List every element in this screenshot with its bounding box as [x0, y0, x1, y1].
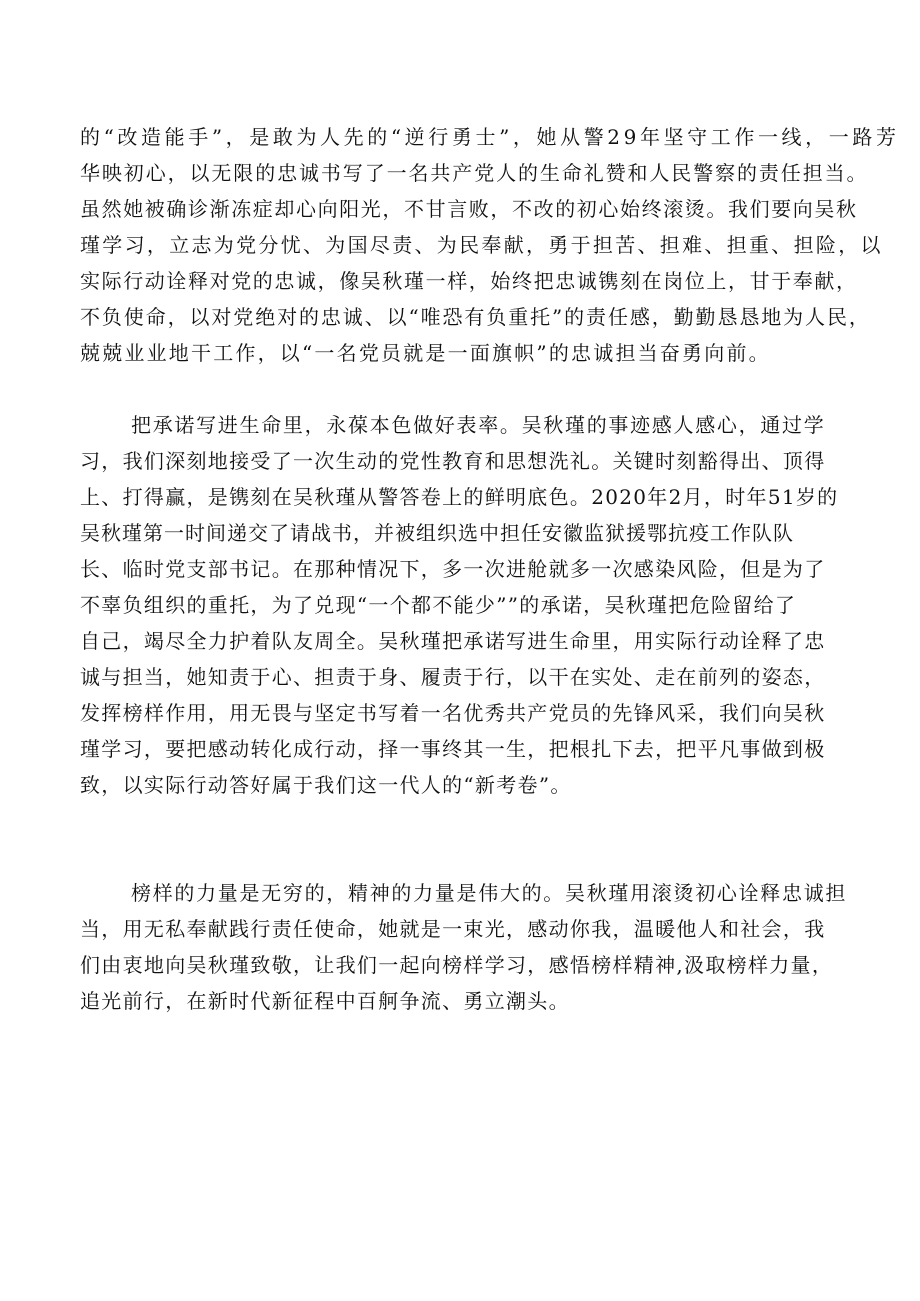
text-line: 当，用无私奉献践行责任使命，她就是一束光，感动你我，温暖他人和社会，我: [80, 917, 826, 941]
text-line: 把承诺写进生命里，永葆本色做好表率。吴秋瑾的事迹感人感心，通过学: [131, 413, 826, 437]
text-line: 瑾学习，立志为党分忧、为国尽责、为民奉献，勇于担苦、担难、担重、担险，以: [80, 233, 883, 257]
text-line: 虽然她被确诊渐冻症却心向阳光，不甘言败，不改的初心始终滚烫。我们要向吴秋: [80, 197, 858, 221]
text-line: 长、临时党支部书记。在那种情况下，多一次进舱就多一次感染风险，但是为了: [80, 557, 826, 581]
text-line: 的“改造能手”，是敢为人先的“逆行勇士”，她从警29年坚守工作一线，一路芳: [80, 125, 900, 149]
text-line: 习，我们深刻地接受了一次生动的党性教育和思想洗礼。关键时刻豁得出、顶得: [80, 449, 826, 473]
text-line: 兢兢业业地干工作，以“一名党员就是一面旗帜”的忠诚担当奋勇向前。: [80, 341, 771, 365]
text-line: 榜样的力量是无穷的，精神的力量是伟大的。吴秋瑾用滚烫初心诠释忠诚担: [131, 881, 848, 905]
text-line: 诚与担当，她知责于心、担责于身、履责于行，以干在实处、走在前列的姿态，: [80, 665, 826, 689]
text-line: 致，以实际行动答好属于我们这一代人的“新考卷”。: [80, 773, 572, 797]
text-line: 实际行动诠释对党的忠诚，像吴秋瑾一样，始终把忠诚镌刻在岗位上，甘于奉献，: [80, 269, 858, 293]
text-line: 自己，竭尽全力护着队友周全。吴秋瑾把承诺写进生命里，用实际行动诠释了忠: [80, 629, 826, 653]
text-line: 追光前行，在新时代新征程中百舸争流、勇立潮头。: [80, 989, 570, 1013]
text-line: 不负使命，以对党绝对的忠诚、以“唯恐有负重托”的责任感，勤勤恳恳地为人民，: [80, 305, 871, 329]
text-line: 吴秋瑾第一时间递交了请战书，并被组织选中担任安徽监狱援鄂抗疫工作队队: [80, 521, 794, 545]
text-line: 华映初心，以无限的忠诚书写了一名共产党人的生命礼赞和人民警察的责任担当。: [80, 161, 869, 185]
text-line: 发挥榜样作用，用无畏与坚定书写着一名优秀共产党员的先锋风采，我们向吴秋: [80, 701, 826, 725]
text-line: 们由衷地向吴秋瑾致敬，让我们一起向榜样学习，感悟榜样精神,汲取榜样力量，: [80, 953, 834, 977]
text-line: 瑾学习，要把感动转化成行动，择一事终其一生，把根扎下去，把平凡事做到极: [80, 737, 826, 761]
text-line: 不辜负组织的重托，为了兑现“一个都不能少””的承诺，吴秋瑾把危险留给了: [80, 593, 797, 617]
text-line: 上、打得赢，是镌刻在吴秋瑾从警答卷上的鲜明底色。2020年2月，时年51岁的: [80, 485, 839, 509]
